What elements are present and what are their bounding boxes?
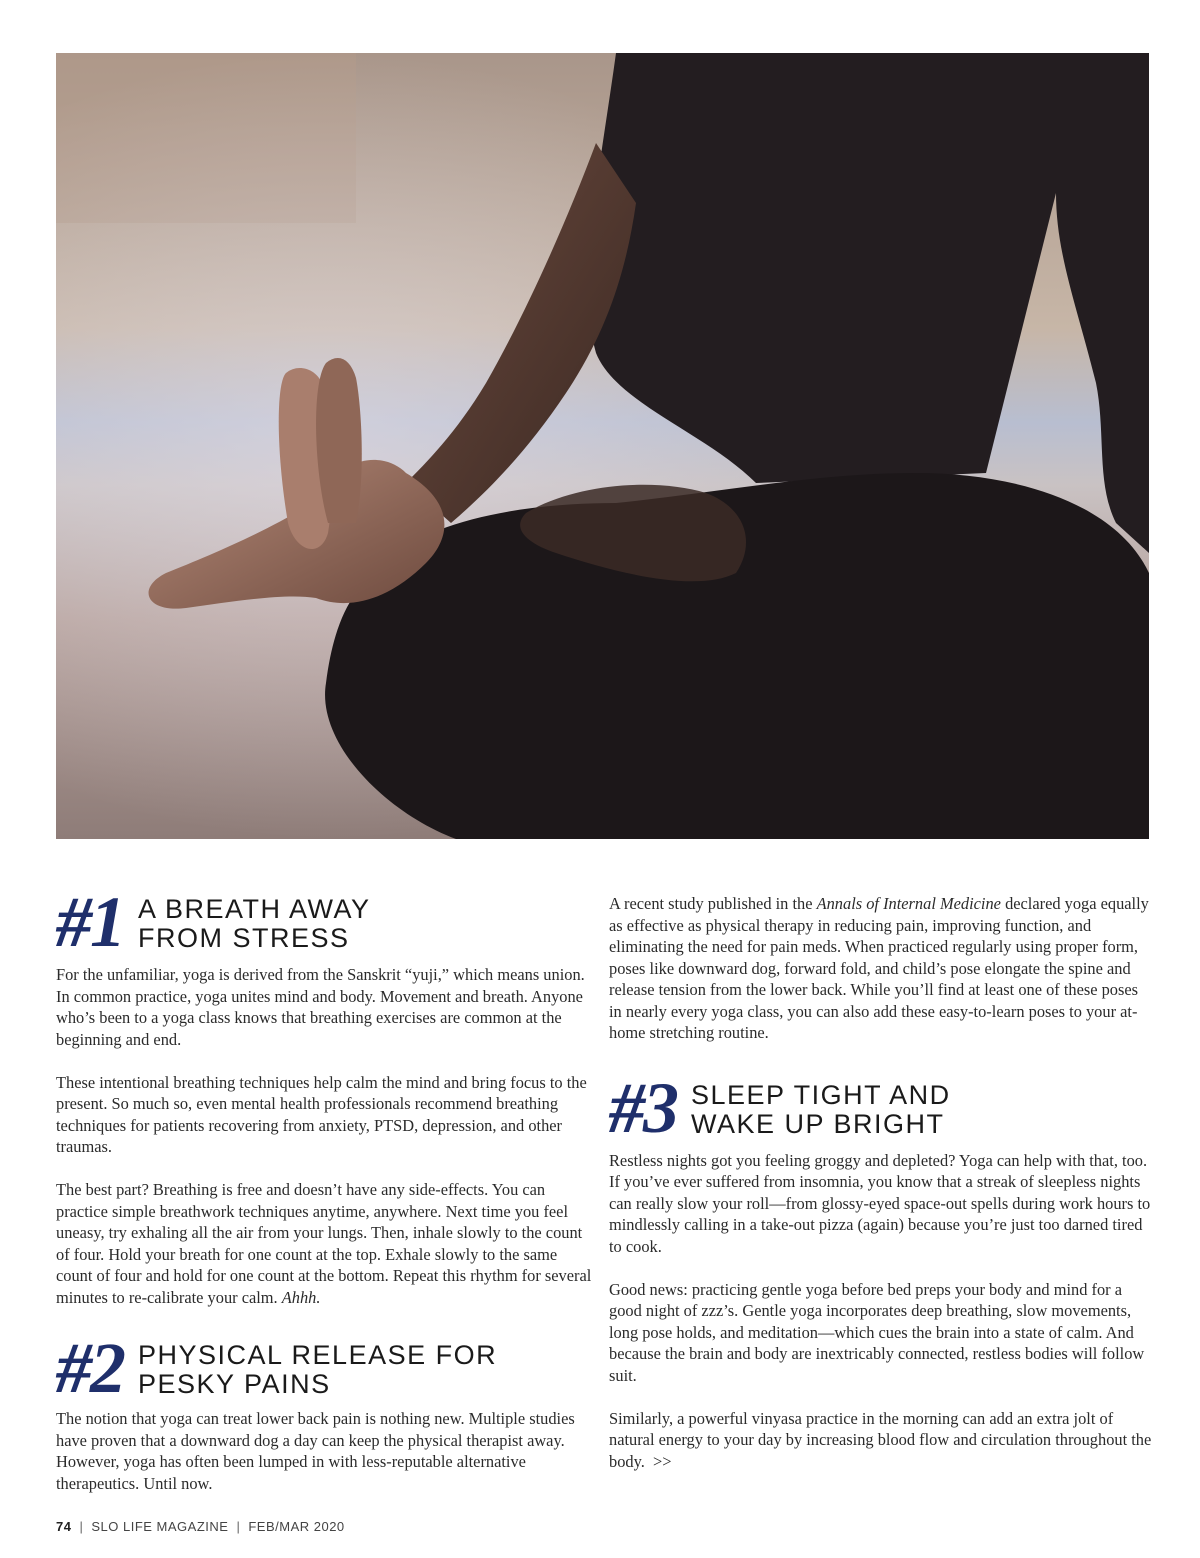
section-2-paragraph-2-start: A recent study published in the [609, 894, 813, 913]
section-2-paragraph-2 [609, 893, 1154, 1044]
section-3-paragraph-3-text: Similarly, a powerful vinyasa practice in the morning can add an extra jolt of natural energy to your day by increasing blood flow and circulation throughout the body. [609, 1408, 1152, 1471]
section-1-heading [56, 882, 596, 962]
section-1-title [138, 892, 371, 953]
section-1-title-line2: FROM STRESS [138, 923, 350, 953]
continue-arrow: >> [653, 1451, 672, 1471]
section-3-heading [609, 1067, 1154, 1148]
magazine-name: SLO LIFE MAGAZINE [91, 1519, 229, 1534]
section-1-paragraph-3-text: The best part? Breathing is free and doesn’t have any side-effects. You can practice simple breathwork techniques anytime, anywhere. Next time you feel uneasy, try exhaling all the air from your lungs. Then, inhale slowly to the count of four. Hold your breath for one count at the top. Exhale slowly to the same count of four and hold for one count at the bottom. Repeat this rhythm for several minutes to re-calibrate your calm. [56, 1180, 592, 1307]
right-column [609, 893, 1154, 1472]
section-3-title [691, 1078, 951, 1139]
footer-divider-1: | [79, 1519, 84, 1534]
section-3-number: #3 [609, 1067, 677, 1148]
photo-illustration [56, 53, 1149, 839]
section-3-title-line2: WAKE UP BRIGHT [691, 1108, 945, 1139]
section-3-paragraph-1: Restless nights got you feeling groggy and depleted? Yoga can help with that, too. If you’ve ever suffered from insomnia, you know that a streak of sleepless nights can really slow your roll—from glossy-eyed space-out spells during work hours to mindlessly calling in a take-out pizza (again) because you’re just too darned tired to cook. [609, 1150, 1151, 1256]
section-3-paragraph-3 [609, 1408, 1154, 1473]
section-2-heading [56, 1328, 596, 1408]
section-2-paragraph-2-rest: declared yoga equally as effective as physical therapy in reducing pain, improving function, and eliminating the need for pain meds. When practiced regularly using proper form, poses like downward dog, forward fold, and child’s pose elongate the spine and release tension from the lower back. While you’ll find at least one of these poses in nearly every yoga class, you can also add these easy-to-learn poses to your at-home stretching routine. [609, 894, 1149, 1042]
section-2-title-line1: PHYSICAL RELEASE FOR [138, 1340, 498, 1370]
section-1-paragraph-3 [56, 1179, 596, 1308]
section-2-title-line2: PESKY PAINS [138, 1369, 331, 1399]
page-number: 74 [56, 1519, 72, 1534]
journal-name: Annals of Internal Medicine [816, 894, 1001, 913]
section-1-title-line1: A BREATH AWAY [138, 894, 371, 924]
section-1-paragraph-1: For the unfamiliar, yoga is derived from the Sanskrit “yuji,” which means union. In common practice, yoga unites mind and body. Movement and breath. Anyone who’s been to a yoga class knows that breathing exercises are common at the beginning and end. [56, 965, 585, 1049]
section-3-paragraph-2: Good news: practicing gentle yoga before bed preps your body and mind for a good night of zzz’s. Gentle yoga incorporates deep breathing, slow movements, long pose holds, and meditation—which cues the brain into a state of calm. And because the brain and body are inextricably connected, restless bodies will follow suit. [609, 1279, 1145, 1385]
yoga-meditation-photo [56, 53, 1149, 839]
section-2-title [138, 1338, 497, 1399]
section-2-paragraph-1: The notion that yoga can treat lower back pain is nothing new. Multiple studies have proven that a downward dog a day can keep the physical therapist away. However, yoga has often been lumped in with less-reputable alternative therapeutics. Until now. [56, 1409, 575, 1493]
section-1-number: #1 [56, 882, 124, 962]
section-1-paragraph-3-end: Ahhh. [281, 1287, 321, 1307]
footer-divider-2: | [236, 1519, 241, 1534]
left-column [56, 882, 596, 1494]
section-1-paragraph-2: These intentional breathing techniques help calm the mind and bring focus to the present. So much so, even mental health professionals recommend breathing techniques for patients recovering from anxiety, PTSD, depression, and other traumas. [56, 1072, 587, 1156]
page-footer [56, 1519, 345, 1534]
section-3-title-line1: SLEEP TIGHT AND [691, 1079, 951, 1110]
issue-date: FEB/MAR 2020 [248, 1519, 345, 1534]
section-2-number: #2 [56, 1328, 124, 1408]
